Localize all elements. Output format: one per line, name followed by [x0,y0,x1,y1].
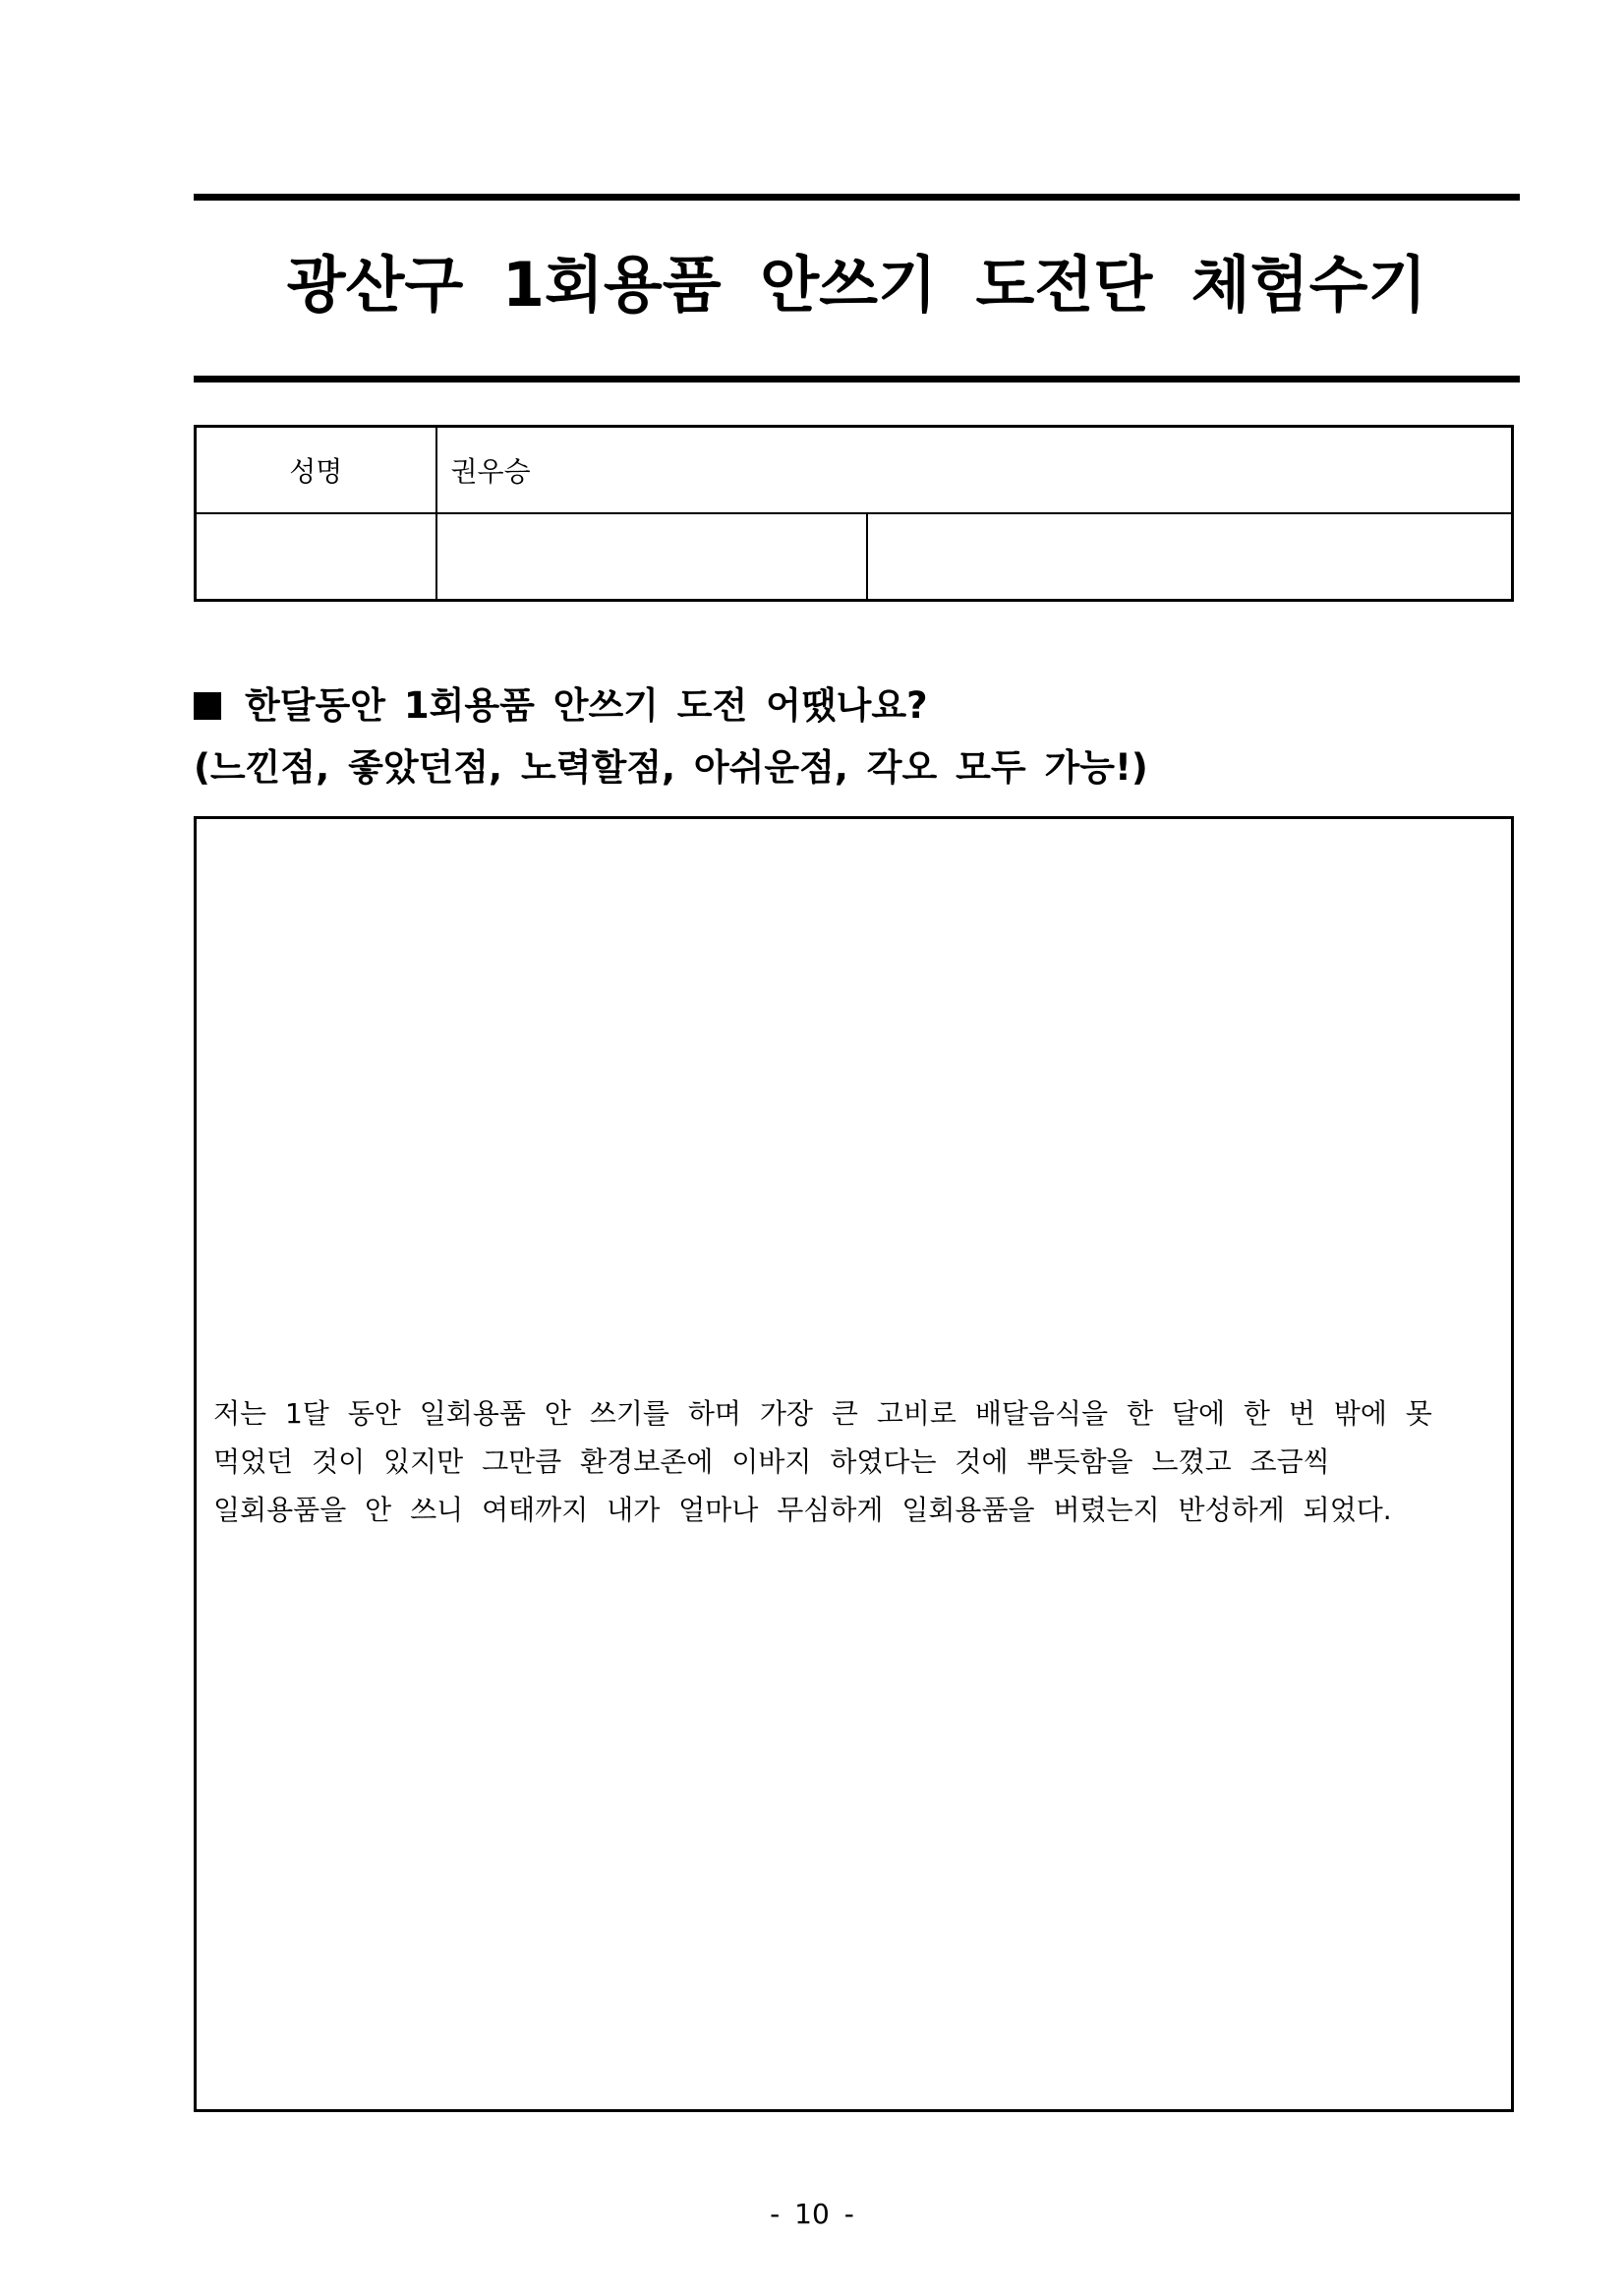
info-row-blank [196,513,1513,601]
name-label: 성명 [196,427,436,514]
question-heading-text: 한달동안 1회용품 안쓰기 도전 어땠나요? [245,684,928,727]
title-top-rule [194,194,1520,201]
question-hint: (느낀점, 좋았던점, 노력할점, 아쉬운점, 각오 모두 가능!) [194,746,1148,789]
info-cell-blank-2 [436,513,867,601]
answer-text [213,1389,1494,1534]
name-value: 권우승 [436,427,1513,514]
title-bottom-rule [194,376,1520,383]
answer-line-3: 일회용품을 안 쓰니 여태까지 내가 얼마나 무심하게 일회용품을 버렸는지 반성하게 되었다. [213,1494,1392,1526]
info-cell-blank-3 [867,513,1513,601]
question-heading [194,682,1520,730]
info-cell-blank-1 [196,513,436,601]
answer-line-2: 먹었던 것이 있지만 그만큼 환경보존에 이바지 하였다는 것에 뿌듯함을 느꼈고 조금씩 [213,1445,1330,1478]
document-title: 광산구 1회용품 안쓰기 도전단 체험수기 [286,249,1427,321]
page-number: - 10 - [770,2198,854,2230]
answer-line-1: 저는 1달 동안 일회용품 안 쓰기를 하며 가장 큰 고비로 배달음식을 한 달에 한 번 밖에 못 [213,1397,1432,1430]
info-table [194,425,1514,602]
answer-box [194,816,1514,2112]
info-row-name [196,427,1513,514]
square-bullet-icon [194,692,221,720]
